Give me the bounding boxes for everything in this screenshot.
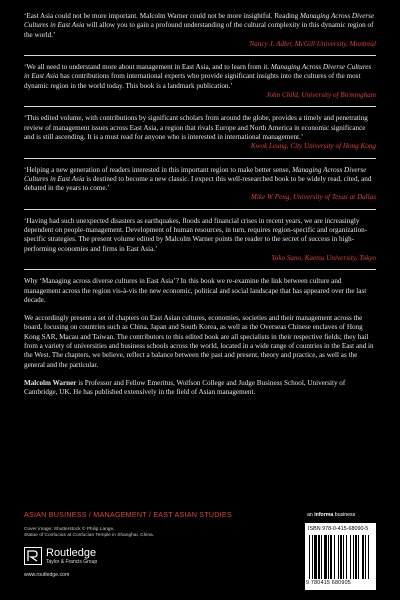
publisher-url: www.routledge.com xyxy=(24,572,70,578)
quote-attribution: Nancy J. Adler, McGill University, Montreal xyxy=(249,39,376,48)
quote-text: ‘This edited volume, with contributions by significant scholars from around the globe, provides a timely and penetrating review of management issues across East Asia, a region that rivals Europe and North America in economic significance and is still ascending. It is a must read for anyone who is interested in international management.’ xyxy=(24,114,368,141)
divider xyxy=(24,106,376,107)
barcode-stripe xyxy=(314,535,317,579)
publisher-logo xyxy=(24,547,97,565)
barcode-digits: 9 780415 680905 xyxy=(306,580,351,586)
barcode-stripe xyxy=(350,535,351,579)
barcode-stripe xyxy=(340,535,342,579)
description-paragraph: Why ‘Managing across diverse cultures in East Asia’? In this book we re-examine the link between culture and management across the region vis-à-vis the new economic, political and social landscape that has appeared over the last decade. xyxy=(24,277,367,304)
subject-categories: ASIAN BUSINESS / MANAGEMENT / EAST ASIAN STUDIES xyxy=(24,510,232,519)
back-cover-content xyxy=(24,12,376,398)
barcode-stripe xyxy=(321,535,322,579)
quote-block xyxy=(24,63,376,100)
quote-attribution: John Child, University of Birmingham xyxy=(266,91,376,100)
description-paragraph: We accordingly present a set of chapters on East Asian cultures, economies, societies and their management across the board, focusing on countries such as China, Japan and South Korea, as well as the Overseas Chinese enclaves of Hong Kong SAR, Macau and Taiwan. The contributors to this edited book are all specialists in their respective fields; they hail from a variety of universities and business schools across the world, located in a wide range of countries in the East and in the West. The chapters, we believe, reflect a balance between the past and present, theory and practice, as well as the general and the particular. xyxy=(24,314,374,369)
barcode-stripe xyxy=(312,535,313,579)
barcode-bars xyxy=(309,535,372,579)
quote-attribution: Kwok Leung, City University of Hong Kong xyxy=(250,142,376,151)
divider xyxy=(24,269,376,270)
barcode-stripe xyxy=(355,535,357,579)
barcode-stripe xyxy=(318,535,320,579)
barcode-stripe xyxy=(309,535,310,579)
barcode xyxy=(305,523,376,590)
divider xyxy=(24,209,376,210)
quote-block xyxy=(24,12,376,49)
quote-attribution: Yoko Sano, Kaetsu University, Tokyo xyxy=(271,253,376,262)
quote-attribution: Mike W Peng, University of Texas at Dallas xyxy=(250,193,376,202)
barcode-stripe xyxy=(338,535,339,579)
divider xyxy=(24,55,376,56)
barcode-stripe xyxy=(362,535,364,579)
informa-tagline: an informa business xyxy=(307,512,356,518)
quote-block xyxy=(24,217,376,263)
barcode-stripe xyxy=(368,535,369,579)
author-bio: Malcolm Warner is Professor and Fellow Emeritus, Wolfson College and Judge Business School, University of Cambridge, UK. He has published extensively in the field of Asian management. xyxy=(24,378,346,397)
barcode-stripe xyxy=(343,535,344,579)
divider xyxy=(24,158,376,159)
publisher-name: Routledge xyxy=(46,546,97,559)
barcode-stripe xyxy=(346,535,347,579)
barcode-stripe xyxy=(334,535,335,579)
barcode-stripe xyxy=(328,535,329,579)
barcode-stripe xyxy=(358,535,359,579)
barcode-stripe xyxy=(330,535,332,579)
quote-text: ‘Helping a new generation of readers interested in this important region to make better sense, Managing Across Diverse Cultures in East Asia is destined to become a new classic. I expect this well-researched book to be widely read, cited, and debated in the years to come.’ xyxy=(24,165,372,193)
publisher-group: Taylor & Francis Group xyxy=(46,558,98,565)
barcode-stripe xyxy=(365,535,366,579)
quote-block xyxy=(24,114,376,151)
quote-text: ‘We all need to understand more about management in East Asia, and to learn from it. Managing Across Diverse Cultures in East Asia has contributions from international experts who provide significant insights into the cultures of the most dynamic region in the world today. This book is a landmark publication.’ xyxy=(24,63,372,90)
barcode-stripe xyxy=(353,535,354,579)
quote-block xyxy=(24,166,376,203)
cover-credit: Cover image: Shutterstock © Philip Lange, Statue of Confucius at Confucian Temple in Shanghai, China. xyxy=(24,527,155,538)
barcode-stripe xyxy=(324,535,327,579)
quote-text: ‘East Asia could not be more important. Malcolm Warner could not be more insightful. Reading Managing Across Diverse Cultures in East Asia will allow you to gain a profound understanding of the cultural complexity in this dynamic region of the world.’ xyxy=(24,12,375,39)
quote-text: ‘Having had such unexpected disasters as earthquakes, floods and financial crises in recent years, we are increasingly dependent on people-management. Development of human resources, in turn, requires region-specific and organization-specific strategies. The present volume edited by Malcolm Warner points the reader to the secret of success in high-performing economies and firms in East Asia.’ xyxy=(24,216,368,253)
routledge-logo-icon xyxy=(24,547,42,565)
isbn-label: ISBN 978-0-415-68090-5 xyxy=(308,526,369,532)
